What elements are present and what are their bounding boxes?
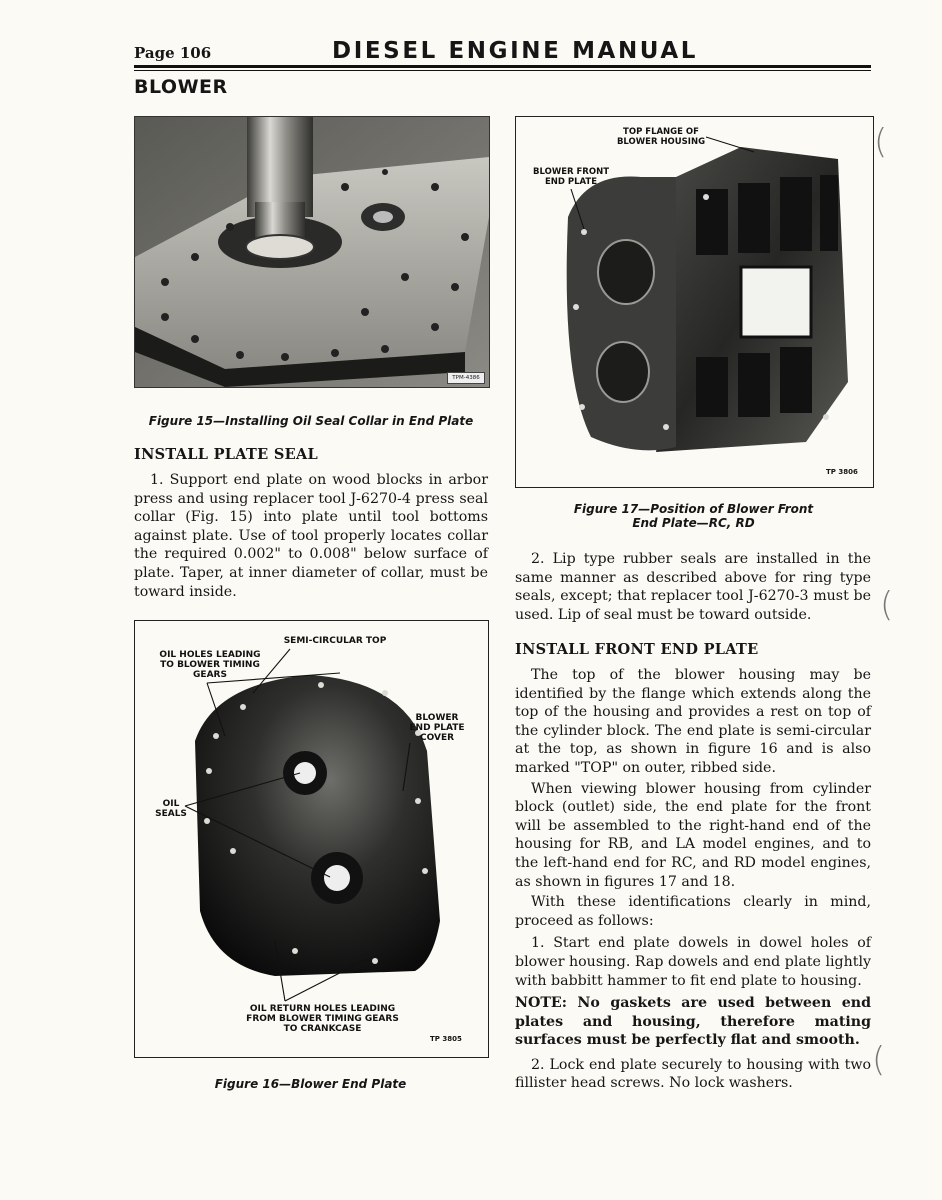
front-plate-step-1: 1. Start end plate dowels in dowel holes of blower housing. Rap dowels and end plate lightly with babbitt hammer to fit end plate to housing.: [515, 935, 871, 989]
figure17-caption-line2: End Plate—RC, RD: [632, 516, 755, 530]
blower-end-plate-illustration: [135, 621, 488, 1057]
callout-end-plate-cover: BLOWER END PLATE COVER: [409, 713, 465, 743]
figure15-caption: Figure 15—Installing Oil Seal Collar in End Plate: [148, 414, 474, 428]
callout-front-end-plate: BLOWER FRONT END PLATE: [533, 167, 609, 187]
front-plate-paragraph-3: With these identifications clearly in mind, proceed as follows:: [515, 894, 871, 929]
front-plate-paragraph-1: The top of the blower housing may be identified by the flange which extends along the top of the housing and provides a rest on top of the cylinder block. The end plate is semi-circular at the top, as shown in figure 16 and is also marked "TOP" on outer, ribbed side.: [515, 667, 871, 776]
install-front-end-plate-heading: INSTALL FRONT END PLATE: [515, 641, 759, 658]
figure16-photo-code: TP 3805: [430, 1035, 462, 1043]
install-front-end-plate-text: [515, 666, 871, 1093]
margin-mark: (: [874, 122, 888, 162]
margin-mark: (: [880, 585, 894, 625]
callout-oil-seals: OIL SEALS: [155, 799, 187, 819]
section-title: BLOWER: [134, 76, 228, 98]
callout-semi-circular-top: SEMI-CIRCULAR TOP: [283, 636, 387, 646]
figure17-photo-code: TP 3806: [826, 468, 858, 476]
install-plate-seal-text: [134, 471, 488, 601]
front-plate-step-2: 2. Lock end plate securely to housing with two fillister head screws. No lock washers.: [515, 1056, 871, 1092]
front-plate-paragraph-2: When viewing blower housing from cylinder block (outlet) side, the end plate for the front will be assembled to the right-hand end of the housing for RB, and LA model engines, and to the left-hand end for RC, and RD model engines, as shown in figures 17 and 18.: [515, 780, 871, 890]
callout-oil-holes: OIL HOLES LEADING TO BLOWER TIMING GEARS: [159, 650, 261, 680]
header-rule-thin: [134, 70, 871, 71]
header-rule: [134, 65, 871, 68]
margin-mark: (: [872, 1040, 886, 1080]
lip-seal-text: [515, 550, 871, 624]
callout-oil-return-holes: OIL RETURN HOLES LEADING FROM BLOWER TIMING GEARS TO CRANKCASE: [246, 1004, 399, 1034]
figure17-frame: [515, 116, 874, 488]
page-number: Page 106: [134, 44, 212, 62]
callout-top-flange: TOP FLANGE OF BLOWER HOUSING: [616, 127, 706, 147]
oil-seal-press-illustration: [135, 117, 489, 387]
figure17-caption-line1: Figure 17—Position of Blower Front: [573, 502, 814, 516]
lip-seal-paragraph: 2. Lip type rubber seals are installed in the same manner as described above for ring type seals, except; that replacer tool J-6270-3 must be used. Lip of seal must be toward outside.: [515, 551, 871, 623]
running-title: DIESEL ENGINE MANUAL: [332, 38, 699, 64]
figure15-photo: [134, 116, 490, 388]
figure17-caption: [515, 502, 872, 530]
plate-seal-paragraph: 1. Support end plate on wood blocks in arbor press and using replacer tool J-6270-4 press seal collar (Fig. 15) into plate until tool bottoms against plate. Use of tool properly locates collar the required 0.002" to 0.008" below surface of plate. Taper, at inner diameter of collar, must be toward inside.: [134, 472, 488, 600]
figure16-caption: Figure 16—Blower End Plate: [214, 1077, 407, 1091]
install-plate-seal-heading: INSTALL PLATE SEAL: [134, 446, 319, 463]
figure16-frame: [134, 620, 489, 1058]
figure15-photo-code: TPM-4386: [447, 372, 485, 384]
front-plate-note: NOTE: No gaskets are used between end plates and housing, therefore mating surfaces must be perfectly flat and smooth.: [515, 995, 871, 1049]
